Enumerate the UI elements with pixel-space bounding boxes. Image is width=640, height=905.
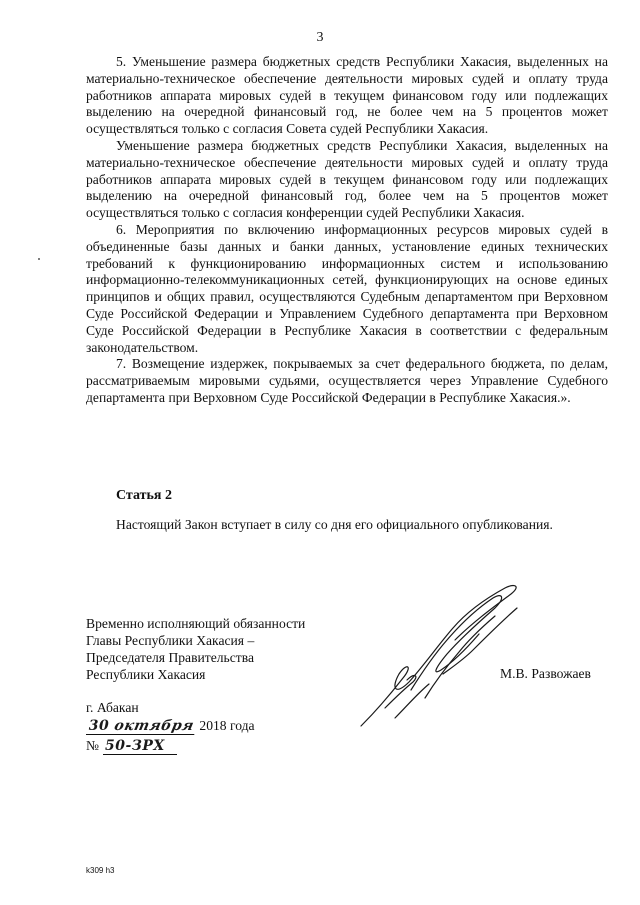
- paragraph-6: 6. Мероприятия по включению информационных ресурсов мировых судей в объединенные базы данных и банки данных, установление единых технических требований к функционированию информационных систем и использованию информационно-телекоммуникационных сетей, функционирующих на основе единых принципов и общих правил, осуществляются Судебным департаментом при Верховном Суде Российской Федерации и Управлением Судебного департамента при Верховном Суде Российской Федерации в Республике Хакасия в соответствии с федеральным законодательством.: [86, 221, 608, 355]
- scan-speck: [38, 258, 40, 260]
- signing-place: г. Абакан: [86, 700, 139, 715]
- signer-title-line: Временно исполняющий обязанности: [86, 616, 306, 631]
- article-1-body: [86, 54, 608, 407]
- number-sign: №: [86, 738, 99, 753]
- signer-title-line: Республики Хакасия: [86, 667, 206, 682]
- article-2-body: [86, 517, 608, 534]
- signer-name: М.В. Развожаев: [500, 666, 591, 681]
- page-number: 3: [316, 30, 324, 45]
- paragraph-5-continued: Уменьшение размера бюджетных средств Республики Хакасия, выделенных на материально-техническое обеспечение деятельности мировых судей и оплату труда работников аппарата мировых судей в текущем финансовом году или подлежащих выделению на очередной финансовый год, более чем на 5 процентов может осуществляться только с согласия конференции судей Республики Хакасия.: [86, 137, 608, 221]
- handwritten-day: 30: [86, 718, 112, 735]
- paragraph-5: 5. Уменьшение размера бюджетных средств Республики Хакасия, выделенных на материально-техническое обеспечение деятельности мировых судей и оплату труда работников аппарата мировых судей в текущем финансовом году или подлежащих выделению на очередной финансовый год, не более чем на 5 процентов может осуществляться только с согласия Совета судей Республики Хакасия.: [86, 54, 608, 137]
- handwritten-number: 50-ЗРХ: [103, 738, 177, 755]
- date-year: 2018 года: [199, 718, 255, 733]
- document-code: k309 h3: [86, 866, 115, 875]
- article-2-text: Настоящий Закон вступает в силу со дня его официального опубликования.: [116, 517, 553, 532]
- handwritten-month: октября: [110, 718, 198, 735]
- article-2-heading: Статья 2: [116, 488, 172, 503]
- law-number: [86, 738, 177, 755]
- signer-title: [86, 615, 305, 683]
- paragraph-7: 7. Возмещение издержек, покрываемых за счет федерального бюджета, по делам, рассматриваемым мировыми судьями, осуществляется через Управление Судебного департамента при Верховном Суде Российской Федерации в Республике Хакасия.».: [86, 356, 608, 405]
- signer-title-line: Председателя Правительства: [86, 650, 254, 665]
- signer-title-line: Главы Республики Хакасия –: [86, 633, 255, 648]
- handwritten-signature: [355, 578, 525, 728]
- signing-date: [86, 718, 255, 735]
